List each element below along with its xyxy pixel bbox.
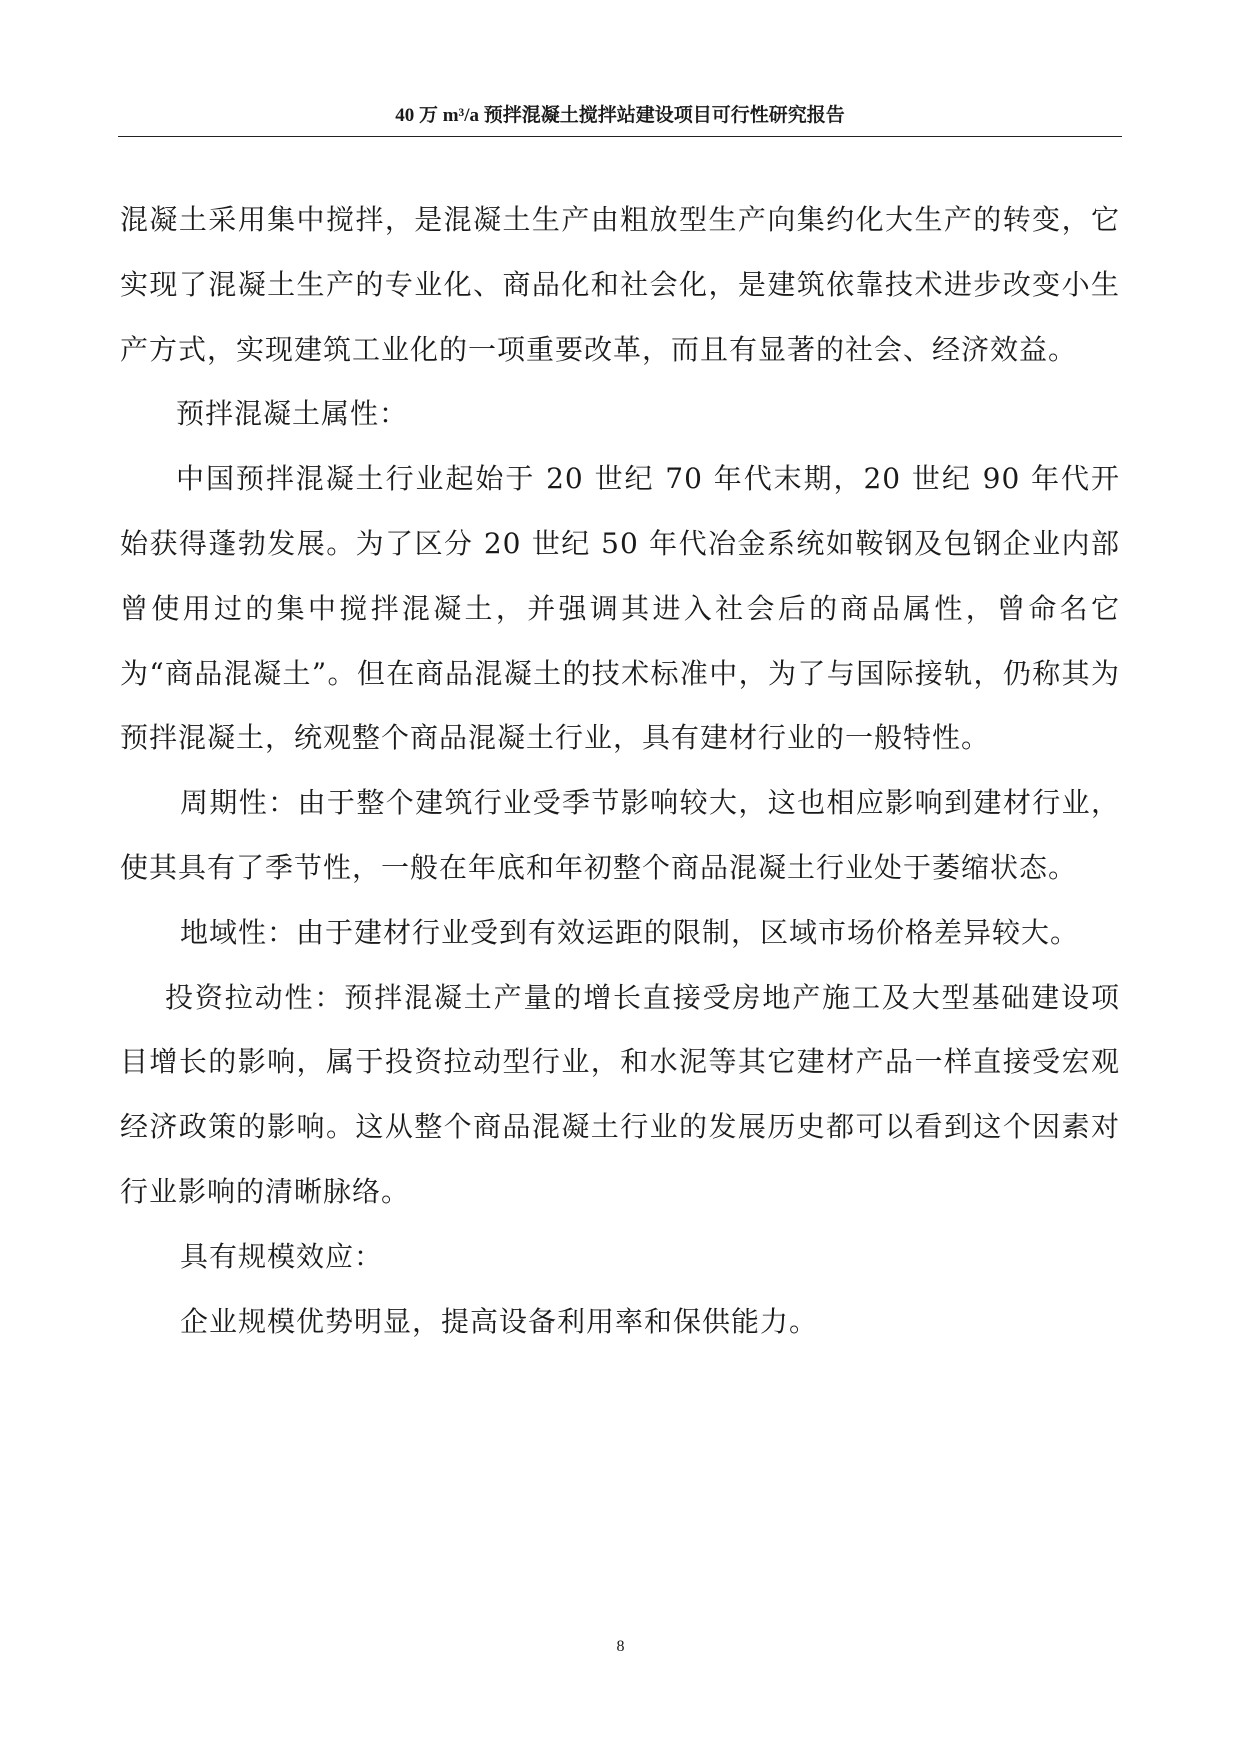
- paragraph-attributes-heading: 预拌混凝土属性：: [176, 397, 409, 431]
- paragraph-scale-heading: 具有规模效应：: [180, 1239, 384, 1273]
- page-number: 8: [616, 1638, 625, 1655]
- paragraph-periodicity: 周期性：由于整个建筑行业受季节影响较大，这也相应影响到建材行业，使其具有了季节性，一般在年底和年初整个商品混凝土行业处于萎缩状态。: [120, 786, 1120, 884]
- header-divider: [118, 136, 1122, 137]
- paragraph-history: 中国预拌混凝土行业起始于 20 世纪 70 年代末期，20 世纪 90 年代开始获得蓬勃发展。为了区分 20 世纪 50 年代冶金系统如鞍钢及包钢企业内部曾使用过的集中搅拌混凝土，并强调其进入社会后的商品属性，曾命名它为“商品混凝土”。但在商品混凝土的技术标准中，为了与国际接轨，仍称其为预拌混凝土，统观整个商品混凝土行业，具有建材行业的一般特性。: [120, 462, 1120, 755]
- paragraph-investment-driven: 投资拉动性：预拌混凝土产量的增长直接受房地产施工及大型基础建设项目增长的影响，属于投资拉动型行业，和水泥等其它建材产品一样直接受宏观经济政策的影响。这从整个商品混凝土行业的发展历史都可以看到这个因素对行业影响的清晰脉络。: [120, 980, 1120, 1208]
- paragraph-regionality: 地域性：由于建材行业受到有效运距的限制，区域市场价格差异较大。: [180, 915, 1080, 949]
- paragraph-intro: 混凝土采用集中搅拌，是混凝土生产由粗放型生产向集约化大生产的转变，它实现了混凝土生产的专业化、商品化和社会化，是建筑依靠技术进步改变小生产方式，实现建筑工业化的一项重要改革，而且有显著的社会、经济效益。: [120, 203, 1120, 366]
- document-body: [120, 188, 1120, 1354]
- paragraph-scale-advantage: 企业规模优势明显，提高设备利用率和保供能力。: [180, 1304, 819, 1338]
- running-header-title: 40 万 m³/a 预拌混凝土搅拌站建设项目可行性研究报告: [395, 105, 845, 126]
